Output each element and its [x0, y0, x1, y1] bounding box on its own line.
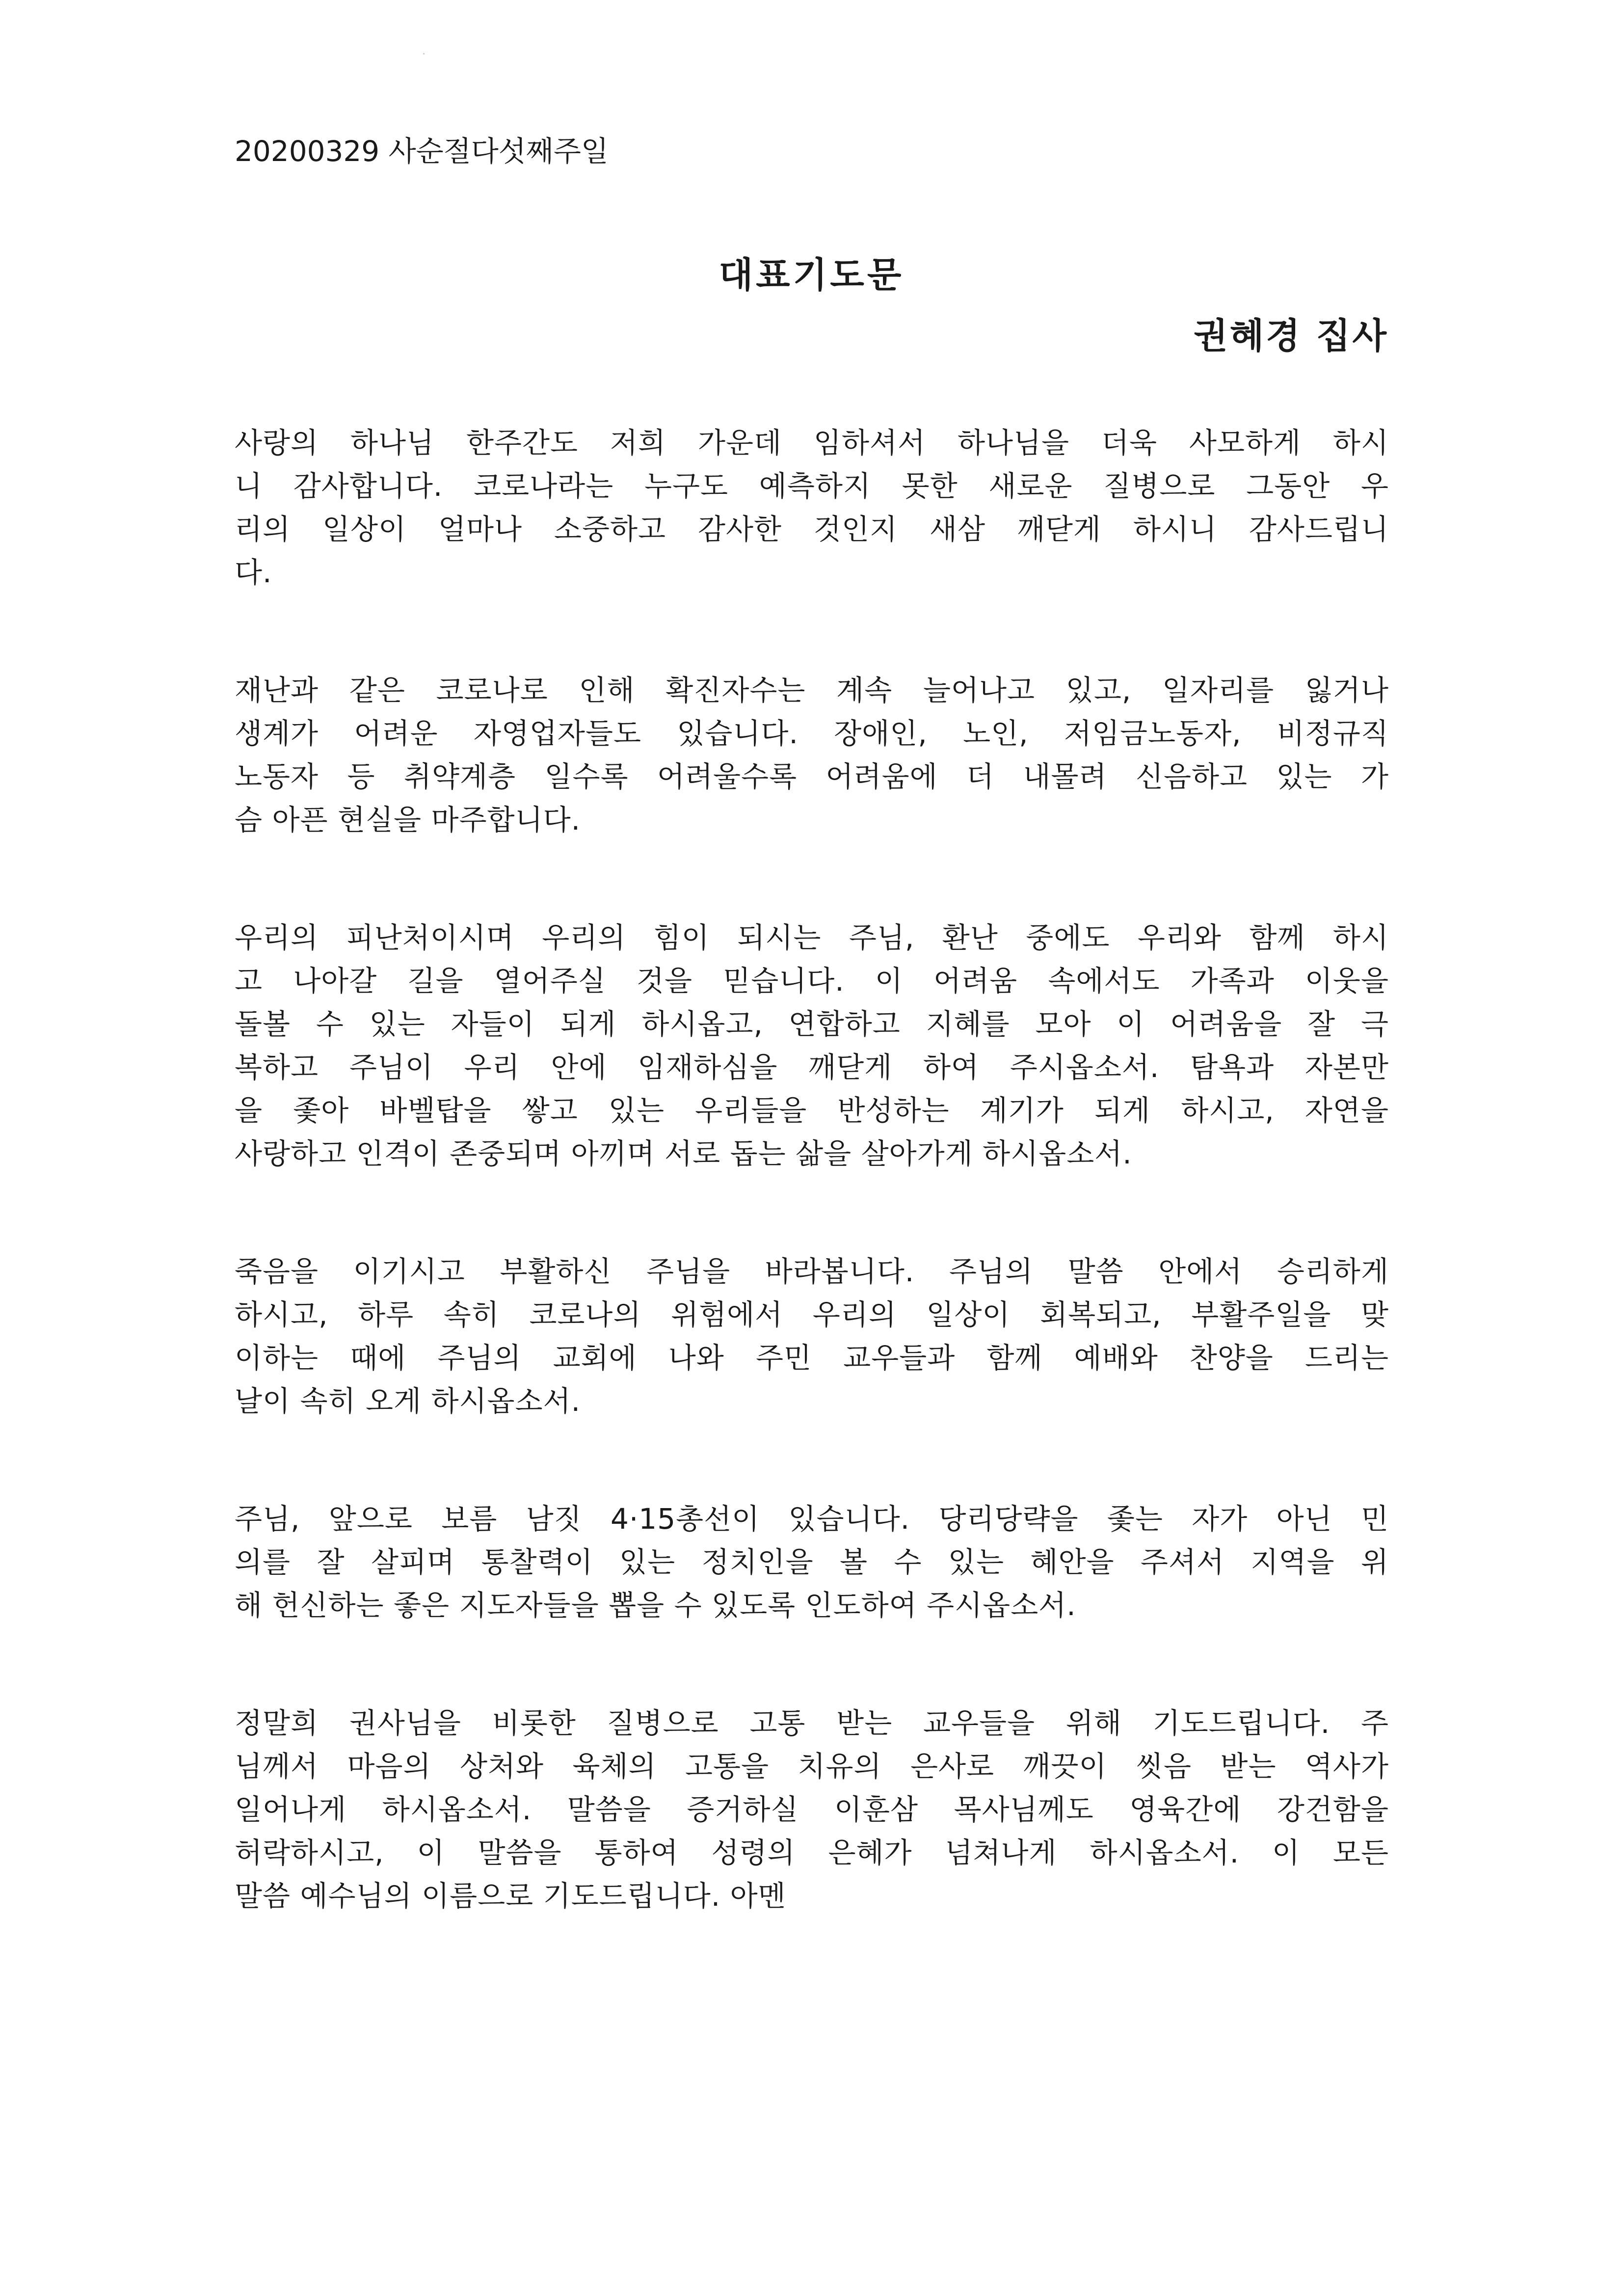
text-line: 돌볼 수 있는 자들이 되게 하시옵고, 연합하고 지혜를 모아 이 어려움을 잘 극 [235, 1007, 1389, 1041]
paragraph-6 [235, 1702, 1389, 1918]
date-line: 20200329 사순절다섯째주일 [235, 135, 609, 168]
paragraph-4 [235, 1250, 1389, 1423]
document-title: 대표기도문 [718, 254, 905, 296]
text-line: 생계가 어려운 자영업자들도 있습니다. 장애인, 노인, 저임금노동자, 비정규직 [235, 717, 1389, 750]
text-line: 말씀 예수님의 이름으로 기도드립니다. 아멘 [235, 1879, 786, 1913]
text-line: 우리의 피난처이시며 우리의 힘이 되시는 주님, 환난 중에도 우리와 함께 하시 [235, 921, 1389, 954]
text-line: 날이 속히 오게 하시옵소서. [235, 1384, 581, 1418]
text-line: 슴 아픈 현실을 마주합니다. [235, 803, 581, 837]
text-line: 재난과 같은 코로나로 인해 확진자수는 계속 늘어나고 있고, 일자리를 잃거나 [235, 674, 1389, 707]
text-line: 이하는 때에 주님의 교회에 나와 주민 교우들과 함께 예배와 찬양을 드리는 [235, 1341, 1389, 1375]
text-line: 죽음을 이기시고 부활하신 주님을 바라봅니다. 주님의 말씀 안에서 승리하게 [235, 1255, 1389, 1288]
text-line: 고 나아갈 길을 열어주실 것을 믿습니다. 이 어려움 속에서도 가족과 이웃을 [235, 964, 1389, 998]
paragraph-1 [235, 421, 1389, 594]
text-line: 사랑하고 인격이 존중되며 아끼며 서로 돕는 삶을 살아가게 하시옵소서. [235, 1137, 1132, 1170]
text-line: 정말희 권사님을 비롯한 질병으로 고통 받는 교우들을 위해 기도드립니다. 주 [235, 1706, 1389, 1740]
text-line: 의를 잘 살피며 통찰력이 있는 정치인을 볼 수 있는 혜안을 주셔서 지역을 위 [235, 1545, 1389, 1579]
author-name: 권혜경 집사 [1194, 315, 1388, 356]
text-line: 리의 일상이 얼마나 소중하고 감사한 것인지 새삼 깨닫게 하시니 감사드립니 [235, 513, 1389, 546]
paragraph-2 [235, 669, 1389, 841]
paragraph-3 [235, 916, 1389, 1175]
text-line: 다. [235, 556, 272, 589]
text-line: 하시고, 하루 속히 코로나의 위험에서 우리의 일상이 회복되고, 부활주일을 맞 [235, 1298, 1389, 1331]
text-line: 해 헌신하는 좋은 지도자들을 뽑을 수 있도록 인도하여 주시옵소서. [235, 1589, 1076, 1622]
text-line: 을 좇아 바벨탑을 쌓고 있는 우리들을 반성하는 계기가 되게 하시고, 자연을 [235, 1094, 1389, 1127]
text-line: 사랑의 하나님 한주간도 저희 가운데 임하셔서 하나님을 더욱 사모하게 하시 [235, 426, 1389, 459]
text-line: 노동자 등 취약계층 일수록 어려울수록 어려움에 더 내몰려 신음하고 있는 가 [235, 760, 1389, 793]
text-line: 니 감사합니다. 코로나라는 누구도 예측하지 못한 새로운 질병으로 그동안 우 [235, 469, 1389, 503]
text-line: 일어나게 하시옵소서. 말씀을 증거하실 이훈삼 목사님께도 영육간에 강건함을 [235, 1793, 1389, 1826]
scan-speck [423, 53, 425, 54]
text-line: 주님, 앞으로 보름 남짓 4·15총선이 있습니다. 당리당략을 좇는 자가 아닌 민 [235, 1502, 1389, 1536]
prayer-body [235, 421, 1389, 1918]
text-line: 님께서 마음의 상처와 육체의 고통을 치유의 은사로 깨끗이 씻음 받는 역사가 [235, 1750, 1389, 1783]
paragraph-5 [235, 1497, 1389, 1627]
text-line: 허락하시고, 이 말씀을 통하여 성령의 은혜가 넘쳐나게 하시옵소서. 이 모든 [235, 1836, 1389, 1869]
text-line: 복하고 주님이 우리 안에 임재하심을 깨닫게 하여 주시옵소서. 탐욕과 자본만 [235, 1051, 1389, 1084]
